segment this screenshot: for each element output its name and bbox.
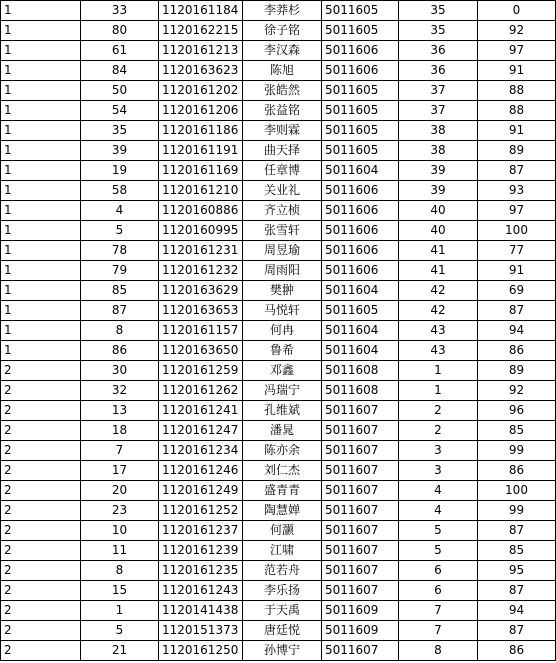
student-id-cell[interactable]: 1120161259 [159, 361, 243, 381]
table-row[interactable] [1, 601, 556, 621]
seq-cell[interactable]: 23 [81, 501, 159, 521]
class-cell[interactable]: 5011607 [322, 501, 399, 521]
student-id-cell[interactable]: 1120161169 [159, 161, 243, 181]
group-cell[interactable]: 1 [1, 121, 81, 141]
student-id-cell[interactable]: 1120161206 [159, 101, 243, 121]
seq-cell[interactable]: 11 [81, 541, 159, 561]
group-cell[interactable]: 2 [1, 481, 81, 501]
group-cell[interactable]: 2 [1, 641, 81, 661]
group-cell[interactable]: 1 [1, 241, 81, 261]
table-row[interactable] [1, 401, 556, 421]
seq-cell[interactable]: 8 [81, 561, 159, 581]
table-row[interactable] [1, 61, 556, 81]
student-id-cell[interactable]: 1120161202 [159, 81, 243, 101]
student-id-cell[interactable]: 1120161246 [159, 461, 243, 481]
class-cell[interactable]: 5011607 [322, 561, 399, 581]
student-id-cell[interactable]: 1120161252 [159, 501, 243, 521]
name-cell[interactable]: 张雪轩 [243, 221, 322, 241]
class-cell[interactable]: 5011604 [322, 161, 399, 181]
rank-cell[interactable]: 8 [399, 641, 478, 661]
class-cell[interactable]: 5011607 [322, 641, 399, 661]
class-cell[interactable]: 5011607 [322, 541, 399, 561]
rank-cell[interactable]: 6 [399, 561, 478, 581]
group-cell[interactable]: 1 [1, 261, 81, 281]
table-row[interactable] [1, 261, 556, 281]
score-cell[interactable]: 87 [478, 621, 556, 641]
score-cell[interactable]: 87 [478, 581, 556, 601]
class-cell[interactable]: 5011607 [322, 521, 399, 541]
class-cell[interactable]: 5011606 [322, 201, 399, 221]
seq-cell[interactable]: 13 [81, 401, 159, 421]
score-cell[interactable]: 85 [478, 541, 556, 561]
name-cell[interactable]: 徐子铭 [243, 21, 322, 41]
group-cell[interactable]: 2 [1, 501, 81, 521]
rank-cell[interactable]: 43 [399, 321, 478, 341]
name-cell[interactable]: 李汉森 [243, 41, 322, 61]
table-row[interactable] [1, 621, 556, 641]
seq-cell[interactable]: 7 [81, 441, 159, 461]
table-row[interactable] [1, 41, 556, 61]
student-id-cell[interactable]: 1120161157 [159, 321, 243, 341]
table-row[interactable] [1, 521, 556, 541]
group-cell[interactable]: 2 [1, 381, 81, 401]
student-id-cell[interactable]: 1120161186 [159, 121, 243, 141]
class-cell[interactable]: 5011605 [322, 21, 399, 41]
table-row[interactable] [1, 321, 556, 341]
name-cell[interactable]: 唐廷悦 [243, 621, 322, 641]
name-cell[interactable]: 孔维斌 [243, 401, 322, 421]
name-cell[interactable]: 李则霖 [243, 121, 322, 141]
table-row[interactable] [1, 201, 556, 221]
student-id-cell[interactable]: 1120161213 [159, 41, 243, 61]
name-cell[interactable]: 陈旭 [243, 61, 322, 81]
student-id-cell[interactable]: 1120161250 [159, 641, 243, 661]
table-row[interactable] [1, 421, 556, 441]
name-cell[interactable]: 周雨阳 [243, 261, 322, 281]
rank-cell[interactable]: 40 [399, 201, 478, 221]
group-cell[interactable]: 1 [1, 101, 81, 121]
student-id-cell[interactable]: 1120161210 [159, 181, 243, 201]
seq-cell[interactable]: 17 [81, 461, 159, 481]
name-cell[interactable]: 陈亦余 [243, 441, 322, 461]
student-id-cell[interactable]: 1120161184 [159, 1, 243, 21]
student-id-cell[interactable]: 1120161191 [159, 141, 243, 161]
name-cell[interactable]: 何冉 [243, 321, 322, 341]
score-cell[interactable]: 99 [478, 501, 556, 521]
group-cell[interactable]: 2 [1, 421, 81, 441]
seq-cell[interactable]: 18 [81, 421, 159, 441]
rank-cell[interactable]: 40 [399, 221, 478, 241]
group-cell[interactable]: 2 [1, 561, 81, 581]
group-cell[interactable]: 2 [1, 521, 81, 541]
score-cell[interactable]: 0 [478, 1, 556, 21]
seq-cell[interactable]: 8 [81, 321, 159, 341]
score-cell[interactable]: 92 [478, 381, 556, 401]
class-cell[interactable]: 5011606 [322, 181, 399, 201]
table-row[interactable] [1, 581, 556, 601]
student-id-cell[interactable]: 1120151373 [159, 621, 243, 641]
class-cell[interactable]: 5011605 [322, 141, 399, 161]
class-cell[interactable]: 5011609 [322, 601, 399, 621]
seq-cell[interactable]: 32 [81, 381, 159, 401]
group-cell[interactable]: 2 [1, 461, 81, 481]
student-id-cell[interactable]: 1120161247 [159, 421, 243, 441]
seq-cell[interactable]: 79 [81, 261, 159, 281]
rank-cell[interactable]: 35 [399, 21, 478, 41]
score-cell[interactable]: 89 [478, 141, 556, 161]
name-cell[interactable]: 周昱瑜 [243, 241, 322, 261]
score-cell[interactable]: 100 [478, 481, 556, 501]
class-cell[interactable]: 5011606 [322, 41, 399, 61]
table-body [1, 1, 556, 661]
name-cell[interactable]: 于天禹 [243, 601, 322, 621]
name-cell[interactable]: 曲天择 [243, 141, 322, 161]
rank-cell[interactable]: 36 [399, 41, 478, 61]
group-cell[interactable]: 2 [1, 541, 81, 561]
class-cell[interactable]: 5011607 [322, 421, 399, 441]
name-cell[interactable]: 范若舟 [243, 561, 322, 581]
group-cell[interactable]: 1 [1, 221, 81, 241]
class-cell[interactable]: 5011605 [322, 121, 399, 141]
table-row[interactable] [1, 561, 556, 581]
class-cell[interactable]: 5011608 [322, 381, 399, 401]
score-cell[interactable]: 99 [478, 441, 556, 461]
name-cell[interactable]: 刘仁杰 [243, 461, 322, 481]
seq-cell[interactable]: 78 [81, 241, 159, 261]
class-cell[interactable]: 5011606 [322, 61, 399, 81]
table-row[interactable] [1, 641, 556, 661]
group-cell[interactable]: 2 [1, 601, 81, 621]
rank-cell[interactable]: 3 [399, 461, 478, 481]
score-cell[interactable]: 91 [478, 61, 556, 81]
rank-cell[interactable]: 43 [399, 341, 478, 361]
rank-cell[interactable]: 6 [399, 581, 478, 601]
student-id-cell[interactable]: 1120162215 [159, 21, 243, 41]
score-cell[interactable]: 77 [478, 241, 556, 261]
rank-cell[interactable]: 7 [399, 621, 478, 641]
group-cell[interactable]: 1 [1, 321, 81, 341]
class-cell[interactable]: 5011606 [322, 241, 399, 261]
student-id-cell[interactable]: 1120161249 [159, 481, 243, 501]
table-row[interactable] [1, 161, 556, 181]
rank-cell[interactable]: 38 [399, 121, 478, 141]
class-cell[interactable]: 5011607 [322, 581, 399, 601]
class-cell[interactable]: 5011607 [322, 441, 399, 461]
score-cell[interactable]: 85 [478, 421, 556, 441]
class-cell[interactable]: 5011607 [322, 461, 399, 481]
score-cell[interactable]: 94 [478, 321, 556, 341]
seq-cell[interactable]: 84 [81, 61, 159, 81]
table-row[interactable] [1, 361, 556, 381]
seq-cell[interactable]: 58 [81, 181, 159, 201]
rank-cell[interactable]: 41 [399, 261, 478, 281]
score-cell[interactable]: 86 [478, 341, 556, 361]
score-cell[interactable]: 87 [478, 521, 556, 541]
group-cell[interactable]: 2 [1, 581, 81, 601]
rank-cell[interactable]: 37 [399, 101, 478, 121]
rank-cell[interactable]: 7 [399, 601, 478, 621]
rank-cell[interactable]: 37 [399, 81, 478, 101]
rank-cell[interactable]: 5 [399, 541, 478, 561]
table-row[interactable] [1, 541, 556, 561]
score-cell[interactable]: 97 [478, 41, 556, 61]
table-row[interactable] [1, 221, 556, 241]
rank-cell[interactable]: 1 [399, 381, 478, 401]
student-id-cell[interactable]: 1120160995 [159, 221, 243, 241]
score-cell[interactable]: 69 [478, 281, 556, 301]
name-cell[interactable]: 盛青青 [243, 481, 322, 501]
table-row[interactable] [1, 101, 556, 121]
seq-cell[interactable]: 50 [81, 81, 159, 101]
student-id-cell[interactable]: 1120163629 [159, 281, 243, 301]
table-row[interactable] [1, 141, 556, 161]
name-cell[interactable]: 陶慧婵 [243, 501, 322, 521]
group-cell[interactable]: 2 [1, 441, 81, 461]
seq-cell[interactable]: 5 [81, 221, 159, 241]
score-cell[interactable]: 86 [478, 641, 556, 661]
class-cell[interactable]: 5011605 [322, 81, 399, 101]
class-cell[interactable]: 5011607 [322, 401, 399, 421]
student-id-cell[interactable]: 1120161262 [159, 381, 243, 401]
group-cell[interactable]: 2 [1, 621, 81, 641]
class-cell[interactable]: 5011605 [322, 101, 399, 121]
group-cell[interactable]: 1 [1, 1, 81, 21]
seq-cell[interactable]: 61 [81, 41, 159, 61]
seq-cell[interactable]: 4 [81, 201, 159, 221]
group-cell[interactable]: 1 [1, 341, 81, 361]
student-id-cell[interactable]: 1120163653 [159, 301, 243, 321]
group-cell[interactable]: 1 [1, 21, 81, 41]
table-row[interactable] [1, 121, 556, 141]
class-cell[interactable]: 5011608 [322, 361, 399, 381]
rank-cell[interactable]: 42 [399, 301, 478, 321]
rank-cell[interactable]: 5 [399, 521, 478, 541]
seq-cell[interactable]: 1 [81, 601, 159, 621]
name-cell[interactable]: 潘晁 [243, 421, 322, 441]
seq-cell[interactable]: 19 [81, 161, 159, 181]
seq-cell[interactable]: 39 [81, 141, 159, 161]
score-cell[interactable]: 91 [478, 121, 556, 141]
table-row[interactable] [1, 461, 556, 481]
group-cell[interactable]: 1 [1, 201, 81, 221]
table-row[interactable] [1, 181, 556, 201]
score-cell[interactable]: 91 [478, 261, 556, 281]
name-cell[interactable]: 关业礼 [243, 181, 322, 201]
class-cell[interactable]: 5011606 [322, 261, 399, 281]
name-cell[interactable]: 张益铭 [243, 101, 322, 121]
seq-cell[interactable]: 35 [81, 121, 159, 141]
class-cell[interactable]: 5011604 [322, 341, 399, 361]
score-cell[interactable]: 87 [478, 161, 556, 181]
rank-cell[interactable]: 35 [399, 1, 478, 21]
rank-cell[interactable]: 36 [399, 61, 478, 81]
rank-cell[interactable]: 4 [399, 481, 478, 501]
score-cell[interactable]: 88 [478, 81, 556, 101]
name-cell[interactable]: 张皓然 [243, 81, 322, 101]
name-cell[interactable]: 冯瑞宁 [243, 381, 322, 401]
seq-cell[interactable]: 54 [81, 101, 159, 121]
rank-cell[interactable]: 39 [399, 181, 478, 201]
name-cell[interactable]: 李乐扬 [243, 581, 322, 601]
seq-cell[interactable]: 33 [81, 1, 159, 21]
group-cell[interactable]: 2 [1, 361, 81, 381]
name-cell[interactable]: 何灏 [243, 521, 322, 541]
table-row[interactable] [1, 301, 556, 321]
table-row[interactable] [1, 501, 556, 521]
group-cell[interactable]: 1 [1, 81, 81, 101]
seq-cell[interactable]: 5 [81, 621, 159, 641]
group-cell[interactable]: 1 [1, 161, 81, 181]
rank-cell[interactable]: 38 [399, 141, 478, 161]
student-id-cell[interactable]: 1120161241 [159, 401, 243, 421]
table-row[interactable] [1, 441, 556, 461]
score-cell[interactable]: 100 [478, 221, 556, 241]
class-cell[interactable]: 5011609 [322, 621, 399, 641]
student-id-cell[interactable]: 1120161239 [159, 541, 243, 561]
name-cell[interactable]: 樊翀 [243, 281, 322, 301]
seq-cell[interactable]: 21 [81, 641, 159, 661]
seq-cell[interactable]: 86 [81, 341, 159, 361]
table-row[interactable] [1, 241, 556, 261]
student-id-cell[interactable]: 1120161234 [159, 441, 243, 461]
seq-cell[interactable]: 20 [81, 481, 159, 501]
table-row[interactable] [1, 341, 556, 361]
seq-cell[interactable]: 15 [81, 581, 159, 601]
score-cell[interactable]: 86 [478, 461, 556, 481]
student-id-cell[interactable]: 1120161243 [159, 581, 243, 601]
rank-cell[interactable]: 3 [399, 441, 478, 461]
table-row[interactable] [1, 1, 556, 21]
student-id-cell[interactable]: 1120161231 [159, 241, 243, 261]
score-cell[interactable]: 96 [478, 401, 556, 421]
seq-cell[interactable]: 30 [81, 361, 159, 381]
group-cell[interactable]: 1 [1, 61, 81, 81]
student-id-cell[interactable]: 1120161235 [159, 561, 243, 581]
group-cell[interactable]: 1 [1, 181, 81, 201]
class-cell[interactable]: 5011605 [322, 301, 399, 321]
rank-cell[interactable]: 2 [399, 421, 478, 441]
class-cell[interactable]: 5011604 [322, 281, 399, 301]
rank-cell[interactable]: 2 [399, 401, 478, 421]
score-cell[interactable]: 88 [478, 101, 556, 121]
score-cell[interactable]: 94 [478, 601, 556, 621]
name-cell[interactable]: 任章博 [243, 161, 322, 181]
score-cell[interactable]: 95 [478, 561, 556, 581]
table-row[interactable] [1, 381, 556, 401]
student-id-cell[interactable]: 1120161237 [159, 521, 243, 541]
score-cell[interactable]: 87 [478, 301, 556, 321]
name-cell[interactable]: 邓鑫 [243, 361, 322, 381]
name-cell[interactable]: 李莽杉 [243, 1, 322, 21]
class-cell[interactable]: 5011605 [322, 1, 399, 21]
group-cell[interactable]: 1 [1, 301, 81, 321]
name-cell[interactable]: 马悦轩 [243, 301, 322, 321]
rank-cell[interactable]: 42 [399, 281, 478, 301]
group-cell[interactable]: 2 [1, 401, 81, 421]
group-cell[interactable]: 1 [1, 281, 81, 301]
table-row[interactable] [1, 21, 556, 41]
name-cell[interactable]: 孙博宁 [243, 641, 322, 661]
name-cell[interactable]: 江啸 [243, 541, 322, 561]
class-cell[interactable]: 5011606 [322, 221, 399, 241]
group-cell[interactable]: 1 [1, 41, 81, 61]
seq-cell[interactable]: 10 [81, 521, 159, 541]
score-cell[interactable]: 93 [478, 181, 556, 201]
seq-cell[interactable]: 85 [81, 281, 159, 301]
rank-cell[interactable]: 41 [399, 241, 478, 261]
student-id-cell[interactable]: 1120161232 [159, 261, 243, 281]
group-cell[interactable]: 1 [1, 141, 81, 161]
student-id-cell[interactable]: 1120160886 [159, 201, 243, 221]
table-row[interactable] [1, 81, 556, 101]
score-cell[interactable]: 89 [478, 361, 556, 381]
student-id-cell[interactable]: 1120163623 [159, 61, 243, 81]
class-cell[interactable]: 5011604 [322, 321, 399, 341]
seq-cell[interactable]: 87 [81, 301, 159, 321]
score-cell[interactable]: 97 [478, 201, 556, 221]
rank-cell[interactable]: 39 [399, 161, 478, 181]
name-cell[interactable]: 鲁希 [243, 341, 322, 361]
seq-cell[interactable]: 80 [81, 21, 159, 41]
rank-cell[interactable]: 4 [399, 501, 478, 521]
rank-cell[interactable]: 1 [399, 361, 478, 381]
student-id-cell[interactable]: 1120141438 [159, 601, 243, 621]
table-row[interactable] [1, 281, 556, 301]
class-cell[interactable]: 5011607 [322, 481, 399, 501]
name-cell[interactable]: 齐立桢 [243, 201, 322, 221]
score-cell[interactable]: 92 [478, 21, 556, 41]
student-id-cell[interactable]: 1120163650 [159, 341, 243, 361]
table-row[interactable] [1, 481, 556, 501]
